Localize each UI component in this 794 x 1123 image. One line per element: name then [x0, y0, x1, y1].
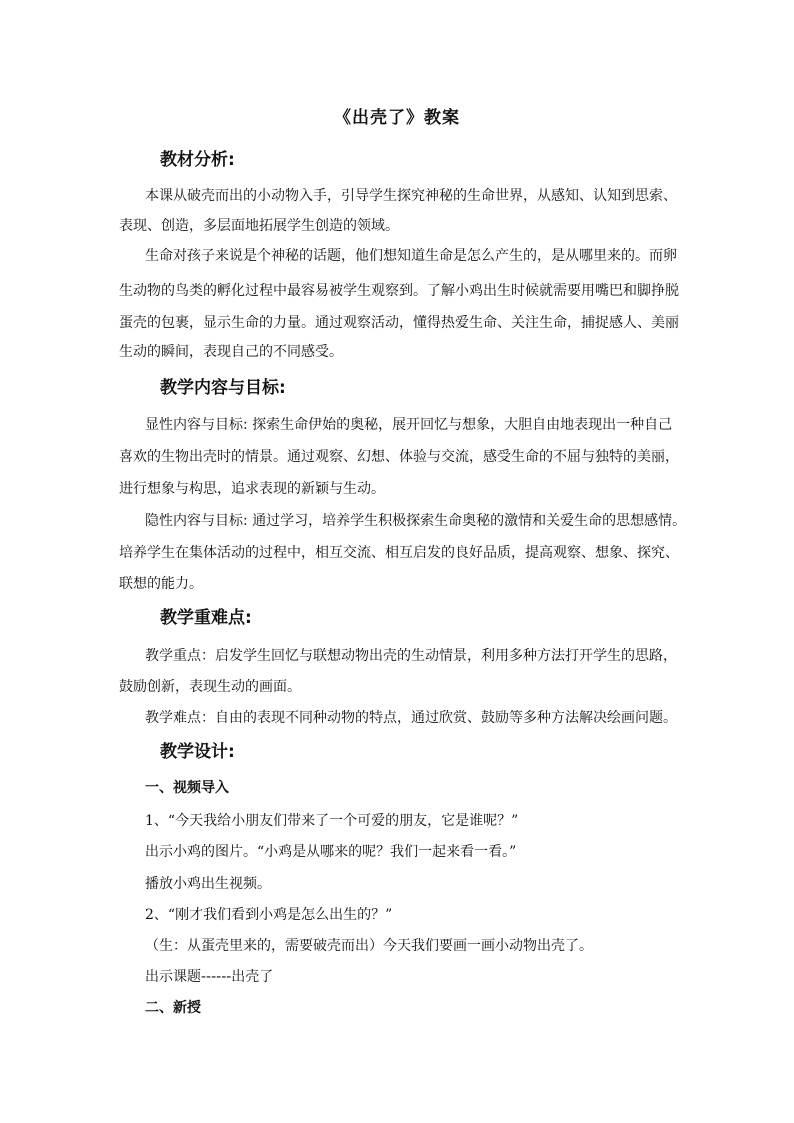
section-heading-teaching-design: 教学设计: [160, 742, 235, 762]
paragraph-line: 蛋壳的包裹，显示生命的力量。通过观察活动，懂得热爱生命、关注生命，捕捉感人、美丽 [119, 315, 679, 331]
design-line: （生：从蛋壳里来的，需要破壳而出）今天我们要画一画小动物出壳了。 [145, 938, 593, 954]
paragraph-line: 培养学生在集体活动的过程中，相互交流、相互启发的良好品质，提高观察、想象、探究、 [119, 545, 679, 561]
design-line: 1、“今天我给小朋友们带来了一个可爱的朋友，它是谁呢？” [145, 813, 519, 829]
subheading-video-intro: 一、视频导入 [145, 780, 229, 796]
paragraph-line: 显性内容与目标: 探索生命伊始的奥秘，展开回忆与想象，大胆自由地表现出一种自己 [145, 417, 673, 433]
paragraph-line: 隐性内容与目标: 通过学习，培养学生积极探索生命奥秘的激情和关爱生命的思想感情。 [145, 513, 687, 529]
paragraph-line: 生命对孩子来说是个神秘的话题，他们想知道生命是怎么产生的，是从哪里来的。而卵 [145, 248, 677, 264]
paragraph-line: 联想的能力。 [119, 576, 203, 592]
design-line: 2、“刚才我们看到小鸡是怎么出生的？” [145, 907, 393, 923]
paragraph-line: 进行想象与构思，追求表现的新颖与生动。 [119, 481, 385, 497]
paragraph-line: 表现、创造，多层面地拓展学生创造的领域。 [119, 218, 399, 234]
design-line: 播放小鸡出生视频。 [145, 876, 271, 892]
document-title: 《出壳了》教案 [334, 108, 460, 128]
section-heading-content-and-goals: 教学内容与目标: [160, 378, 286, 398]
section-heading-key-difficulties: 教学重难点: [160, 608, 252, 628]
subheading-new-lesson: 二、新授 [145, 1000, 201, 1016]
paragraph-line: 喜欢的生物出壳时的情景。通过观察、幻想、体验与交流，感受生命的不屈与独特的美丽， [119, 449, 679, 465]
design-line: 出示课题------出壳了 [145, 969, 274, 985]
paragraph-line: 教学重点：启发学生回忆与联想动物出壳的生动情景，利用多种方法打开学生的思路， [145, 648, 677, 664]
paragraph-line: 鼓励创新，表现生动的画面。 [119, 679, 301, 695]
paragraph-line: 本课从破壳而出的小动物入手，引导学生探究神秘的生命世界，从感知、认知到思索、 [145, 188, 677, 204]
paragraph-line: 教学难点：自由的表现不同种动物的特点，通过欣赏、鼓励等多种方法解决绘画问题。 [145, 710, 677, 726]
paragraph-line: 生动的瞬间，表现自己的不同感受。 [119, 344, 343, 360]
section-heading-textbook-analysis: 教材分析: [160, 150, 235, 170]
design-line: 出示小鸡的图片。“小鸡是从哪来的呢？我们一起来看一看。” [145, 844, 517, 860]
paragraph-line: 生动物的鸟类的孵化过程中最容易被学生观察到。了解小鸡出生时候就需要用嘴巴和脚挣脱 [119, 283, 679, 299]
